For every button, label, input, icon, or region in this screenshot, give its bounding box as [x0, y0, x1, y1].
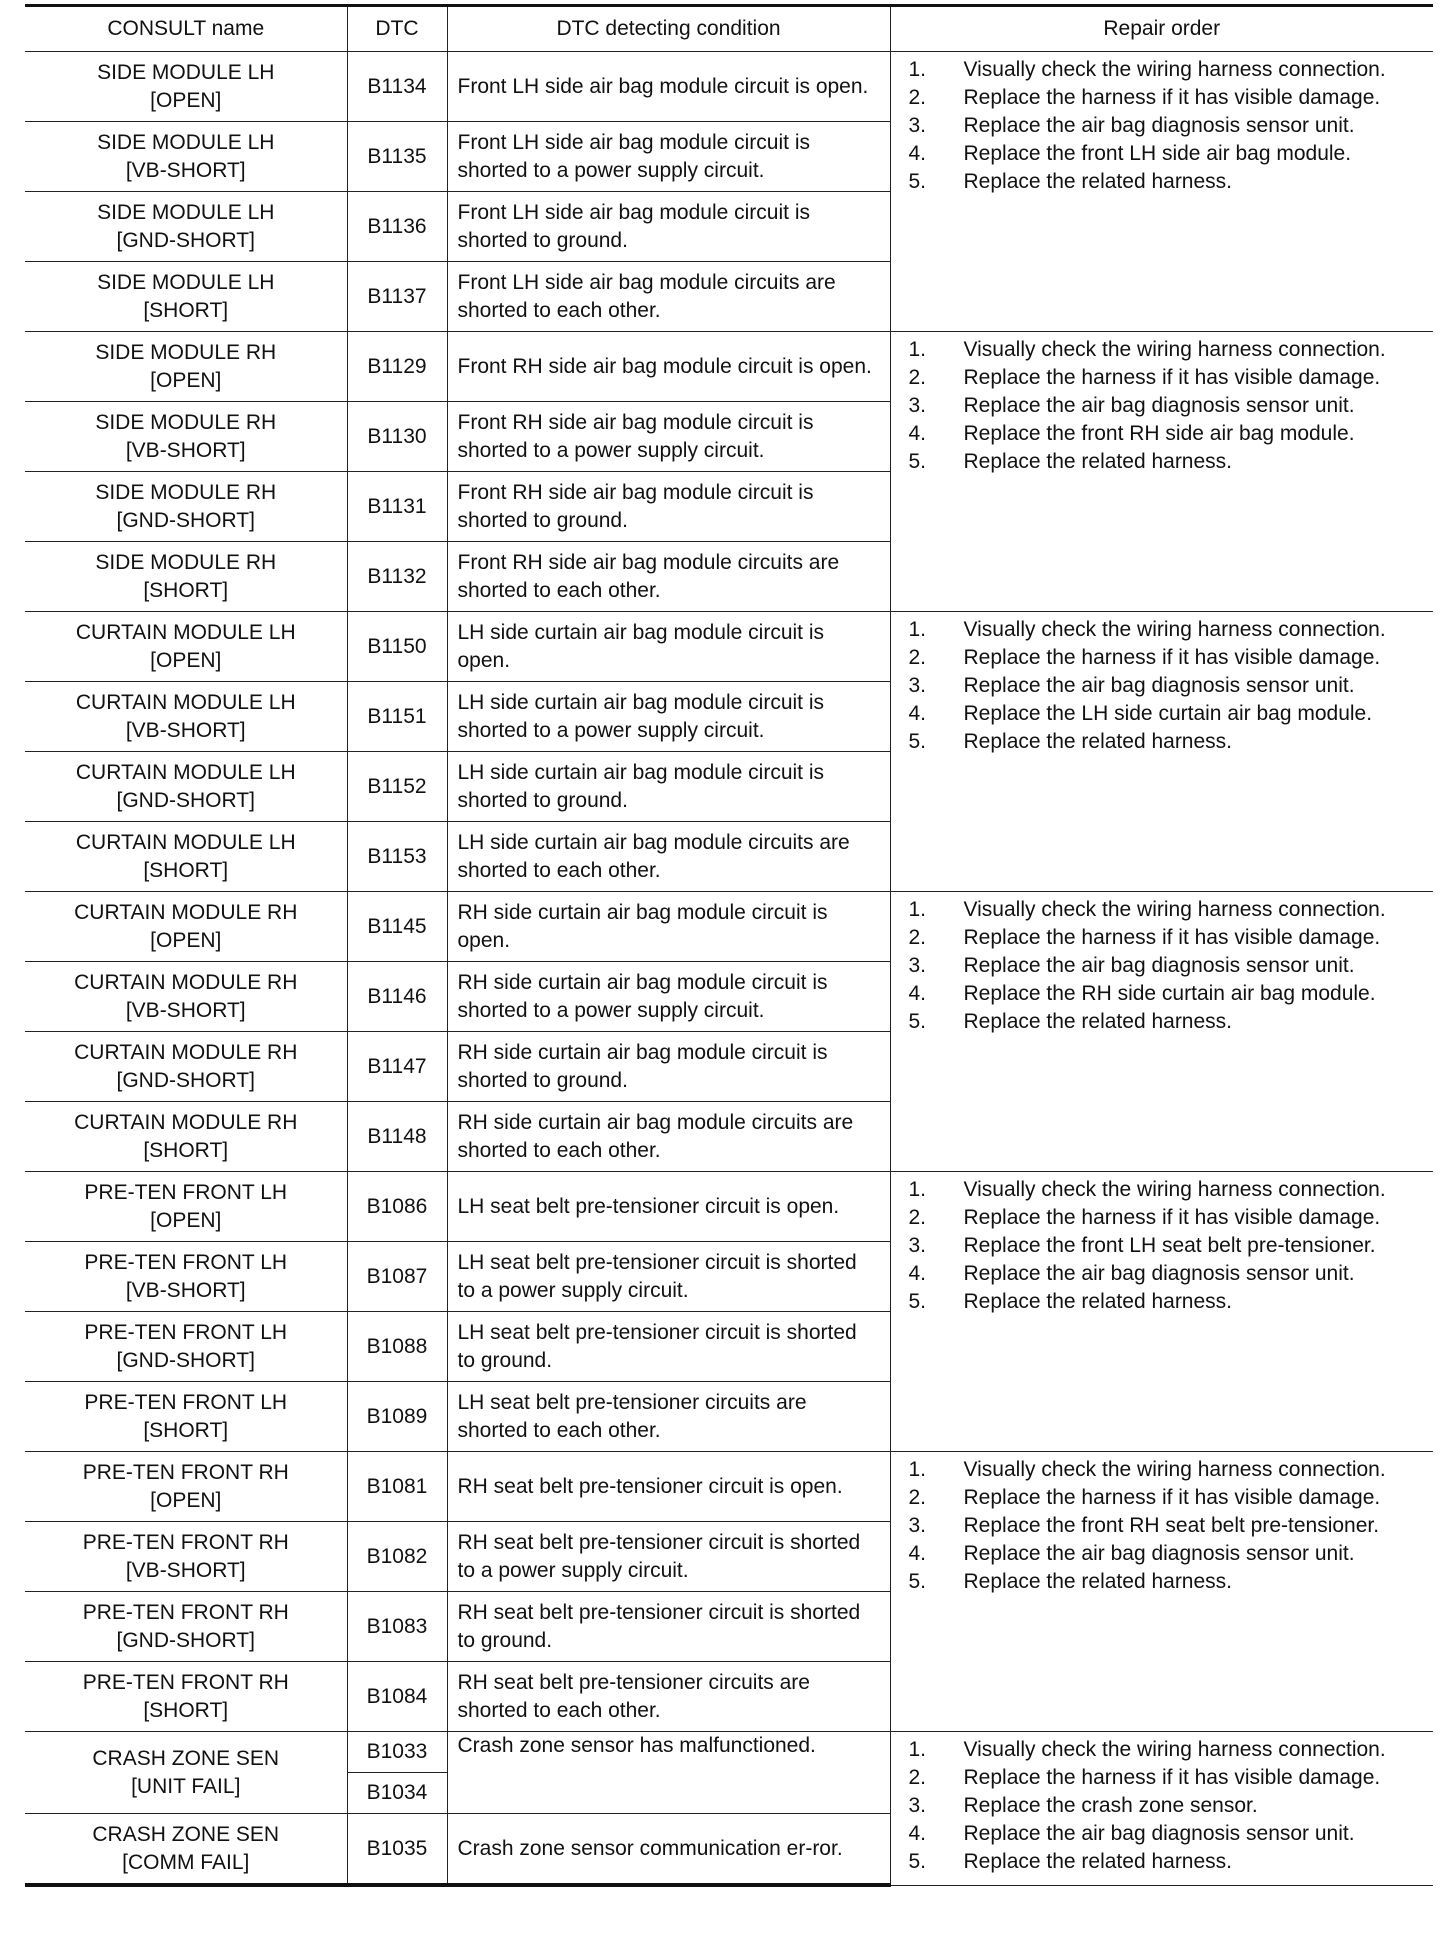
table-row [25, 1732, 1433, 1773]
consult-name-line2: [OPEN] [150, 1208, 222, 1232]
repair-step [901, 168, 1424, 196]
repair-step [901, 728, 1424, 756]
dtc-condition: Front RH side air bag module circuits are shorted to each other. [447, 542, 890, 612]
repair-steps [901, 336, 1424, 476]
repair-step-number: 5. [908, 1010, 927, 1033]
repair-step-text: Replace the air bag diagnosis sensor unit. [963, 394, 1355, 417]
repair-order-cell [890, 52, 1433, 332]
dtc-condition: LH side curtain air bag module circuit is shorted to a power supply circuit. [447, 682, 890, 752]
repair-step-text: Replace the related harness. [963, 1570, 1232, 1593]
consult-name-line1: SIDE MODULE LH [97, 270, 275, 294]
repair-step [901, 1232, 1424, 1260]
dtc-code: B1153 [347, 822, 447, 892]
consult-name-cell [25, 402, 347, 472]
repair-step-number: 1. [908, 898, 927, 921]
consult-name-line1: PRE-TEN FRONT RH [82, 1460, 289, 1484]
consult-name-line2: [VB-SHORT] [125, 1558, 246, 1582]
repair-step [901, 1260, 1424, 1288]
dtc-code: B1086 [347, 1172, 447, 1242]
repair-step [901, 1484, 1424, 1512]
dtc-condition: Front LH side air bag module circuits are shorted to each other. [447, 262, 890, 332]
dtc-condition: LH side curtain air bag module circuits are shorted to each other. [447, 822, 890, 892]
repair-step-text: Visually check the wiring harness connection. [963, 1738, 1386, 1761]
repair-step-text: Replace the harness if it has visible damage. [963, 926, 1381, 949]
consult-name-line1: SIDE MODULE LH [97, 60, 275, 84]
repair-step-number: 4. [908, 422, 927, 445]
repair-step [901, 1568, 1424, 1596]
consult-name-line2: [COMM FAIL] [122, 1850, 250, 1874]
repair-step-text: Replace the air bag diagnosis sensor unit. [963, 114, 1355, 137]
dtc-code: B1089 [347, 1382, 447, 1452]
consult-name-cell [25, 472, 347, 542]
consult-name-line2: [VB-SHORT] [125, 158, 246, 182]
consult-name-cell [25, 1662, 347, 1732]
header-repair-order: Repair order [890, 6, 1433, 52]
repair-step [901, 1204, 1424, 1232]
dtc-condition: RH side curtain air bag module circuits are shorted to each other. [447, 1102, 890, 1172]
repair-step-number: 4. [908, 982, 927, 1005]
repair-step [901, 1176, 1424, 1204]
repair-step [901, 392, 1424, 420]
dtc-condition: RH side curtain air bag module circuit is shorted to ground. [447, 1032, 890, 1102]
dtc-condition: LH seat belt pre-tensioner circuit is open. [447, 1172, 890, 1242]
repair-step [901, 616, 1424, 644]
repair-step-number: 5. [908, 1290, 927, 1313]
repair-step-number: 3. [908, 1794, 927, 1817]
dtc-condition: Front RH side air bag module circuit is open. [447, 332, 890, 402]
repair-step-number: 3. [908, 674, 927, 697]
repair-step-text: Replace the RH side curtain air bag module. [963, 982, 1376, 1005]
consult-name-cell [25, 52, 347, 122]
repair-step-text: Replace the related harness. [963, 450, 1232, 473]
consult-name-line1: CURTAIN MODULE LH [75, 830, 296, 854]
repair-step-text: Replace the front LH seat belt pre-tensioner. [963, 1234, 1376, 1257]
consult-name-cell [25, 1522, 347, 1592]
table-row [25, 612, 1433, 682]
consult-name-line1: PRE-TEN FRONT RH [82, 1600, 289, 1624]
repair-step-number: 3. [908, 1234, 927, 1257]
dtc-condition: LH seat belt pre-tensioner circuits are shorted to each other. [447, 1382, 890, 1452]
repair-step-text: Replace the related harness. [963, 730, 1232, 753]
table-row [25, 332, 1433, 402]
dtc-condition: Front LH side air bag module circuit is shorted to ground. [447, 192, 890, 262]
consult-name-cell [25, 122, 347, 192]
consult-name-cell [25, 1732, 347, 1814]
consult-name-line1: PRE-TEN FRONT LH [84, 1320, 288, 1344]
header-condition: DTC detecting condition [447, 6, 890, 52]
repair-step-text: Replace the harness if it has visible damage. [963, 86, 1381, 109]
consult-name-cell [25, 682, 347, 752]
repair-step-text: Replace the harness if it has visible damage. [963, 366, 1381, 389]
consult-name-line1: SIDE MODULE LH [97, 130, 275, 154]
repair-step-number: 5. [908, 1570, 927, 1593]
dtc-code: B1152 [347, 752, 447, 822]
consult-name-cell [25, 542, 347, 612]
consult-name-line2: [VB-SHORT] [125, 438, 246, 462]
repair-step-number: 2. [908, 646, 927, 669]
repair-step-text: Replace the air bag diagnosis sensor unit. [963, 1542, 1355, 1565]
consult-name-line1: CRASH ZONE SEN [92, 1822, 280, 1846]
consult-name-cell [25, 1814, 347, 1886]
dtc-code: B1084 [347, 1662, 447, 1732]
consult-name-cell [25, 1032, 347, 1102]
consult-name-line2: [SHORT] [143, 1698, 229, 1722]
repair-steps [901, 896, 1424, 1036]
repair-step-text: Replace the harness if it has visible damage. [963, 1486, 1381, 1509]
consult-name-line2: [SHORT] [143, 858, 229, 882]
repair-step-text: Visually check the wiring harness connection. [963, 338, 1386, 361]
dtc-code: B1034 [347, 1773, 447, 1814]
repair-step [901, 1540, 1424, 1568]
repair-step-number: 4. [908, 142, 927, 165]
consult-name-cell [25, 332, 347, 402]
consult-name-line1: PRE-TEN FRONT RH [82, 1530, 289, 1554]
repair-step-number: 4. [908, 1262, 927, 1285]
repair-step-number: 3. [908, 394, 927, 417]
consult-name-line2: [VB-SHORT] [125, 718, 246, 742]
repair-step-text: Visually check the wiring harness connection. [963, 1178, 1386, 1201]
consult-name-line1: CURTAIN MODULE LH [75, 620, 296, 644]
consult-name-cell [25, 962, 347, 1032]
dtc-condition: Crash zone sensor has malfunctioned. [447, 1732, 890, 1814]
consult-name-line2: [GND-SHORT] [116, 1068, 255, 1092]
repair-order-cell [890, 612, 1433, 892]
repair-step [901, 420, 1424, 448]
repair-steps [901, 56, 1424, 196]
consult-name-cell [25, 612, 347, 682]
dtc-condition: RH side curtain air bag module circuit is open. [447, 892, 890, 962]
consult-name-line2: [GND-SHORT] [116, 228, 255, 252]
repair-step [901, 364, 1424, 392]
repair-step [901, 672, 1424, 700]
consult-name-cell [25, 1312, 347, 1382]
dtc-code: B1132 [347, 542, 447, 612]
repair-step [901, 448, 1424, 476]
repair-step-number: 2. [908, 1206, 927, 1229]
repair-steps [901, 1456, 1424, 1596]
repair-steps [901, 1736, 1424, 1876]
repair-step [901, 896, 1424, 924]
dtc-code: B1146 [347, 962, 447, 1032]
repair-step [901, 1288, 1424, 1316]
repair-step [901, 924, 1424, 952]
dtc-condition: LH seat belt pre-tensioner circuit is shorted to ground. [447, 1312, 890, 1382]
repair-step-number: 1. [908, 338, 927, 361]
repair-step-number: 2. [908, 1766, 927, 1789]
repair-step [901, 700, 1424, 728]
repair-step-number: 4. [908, 1822, 927, 1845]
table-body [25, 52, 1433, 1886]
table-row [25, 52, 1433, 122]
table-row [25, 892, 1433, 962]
dtc-condition: Crash zone sensor communication er-ror. [447, 1814, 890, 1886]
repair-step-text: Replace the crash zone sensor. [963, 1794, 1258, 1817]
repair-step-number: 3. [908, 114, 927, 137]
dtc-code: B1081 [347, 1452, 447, 1522]
consult-name-line1: CURTAIN MODULE RH [74, 970, 298, 994]
consult-name-line2: [SHORT] [143, 578, 229, 602]
repair-step [901, 1736, 1424, 1764]
consult-name-line2: [GND-SHORT] [116, 1628, 255, 1652]
consult-name-cell [25, 822, 347, 892]
consult-name-cell [25, 262, 347, 332]
repair-steps [901, 616, 1424, 756]
dtc-condition: Front RH side air bag module circuit is shorted to ground. [447, 472, 890, 542]
repair-step-number: 3. [908, 1514, 927, 1537]
consult-name-line2: [SHORT] [143, 1418, 229, 1442]
dtc-code: B1130 [347, 402, 447, 472]
consult-name-cell [25, 1592, 347, 1662]
header-dtc: DTC [347, 6, 447, 52]
dtc-code: B1134 [347, 52, 447, 122]
dtc-code: B1135 [347, 122, 447, 192]
repair-step-number: 5. [908, 730, 927, 753]
repair-step [901, 56, 1424, 84]
dtc-condition: RH seat belt pre-tensioner circuit is open. [447, 1452, 890, 1522]
repair-step [901, 140, 1424, 168]
repair-step-text: Replace the air bag diagnosis sensor unit. [963, 674, 1355, 697]
header-row [25, 6, 1433, 52]
dtc-condition: RH seat belt pre-tensioner circuit is shorted to ground. [447, 1592, 890, 1662]
consult-name-line2: [GND-SHORT] [116, 1348, 255, 1372]
consult-name-cell [25, 1242, 347, 1312]
consult-name-line1: PRE-TEN FRONT LH [84, 1390, 288, 1414]
dtc-table [25, 4, 1433, 1887]
consult-name-line2: [VB-SHORT] [125, 1278, 246, 1302]
repair-step [901, 84, 1424, 112]
repair-step [901, 1820, 1424, 1848]
repair-step [901, 1764, 1424, 1792]
consult-name-line2: [SHORT] [143, 1138, 229, 1162]
repair-step-number: 2. [908, 366, 927, 389]
dtc-code: B1087 [347, 1242, 447, 1312]
consult-name-line2: [OPEN] [150, 368, 222, 392]
consult-name-line2: [UNIT FAIL] [131, 1774, 241, 1798]
consult-name-line2: [OPEN] [150, 648, 222, 672]
repair-step-text: Replace the related harness. [963, 170, 1232, 193]
consult-name-line1: PRE-TEN FRONT LH [84, 1180, 288, 1204]
consult-name-line2: [GND-SHORT] [116, 788, 255, 812]
repair-step [901, 1456, 1424, 1484]
repair-step [901, 112, 1424, 140]
repair-step-number: 3. [908, 954, 927, 977]
repair-step-text: Replace the air bag diagnosis sensor unit. [963, 954, 1355, 977]
repair-step-text: Replace the air bag diagnosis sensor unit. [963, 1262, 1355, 1285]
dtc-code: B1148 [347, 1102, 447, 1172]
repair-step-number: 5. [908, 450, 927, 473]
repair-step-text: Replace the related harness. [963, 1850, 1232, 1873]
dtc-condition: RH side curtain air bag module circuit is shorted to a power supply circuit. [447, 962, 890, 1032]
repair-step [901, 1008, 1424, 1036]
repair-step-number: 4. [908, 1542, 927, 1565]
dtc-condition: RH seat belt pre-tensioner circuits are shorted to each other. [447, 1662, 890, 1732]
consult-name-line1: CURTAIN MODULE RH [74, 1040, 298, 1064]
dtc-code: B1083 [347, 1592, 447, 1662]
dtc-code: B1033 [347, 1732, 447, 1773]
consult-name-line1: SIDE MODULE RH [95, 340, 277, 364]
repair-step-text: Replace the related harness. [963, 1290, 1232, 1313]
consult-name-line1: SIDE MODULE RH [95, 550, 277, 574]
repair-step-number: 5. [908, 1850, 927, 1873]
repair-step-number: 1. [908, 58, 927, 81]
dtc-code: B1150 [347, 612, 447, 682]
consult-name-cell [25, 1172, 347, 1242]
repair-step [901, 1848, 1424, 1876]
dtc-code: B1137 [347, 262, 447, 332]
repair-order-cell [890, 1732, 1433, 1886]
consult-name-line2: [SHORT] [143, 298, 229, 322]
dtc-condition: LH side curtain air bag module circuit is shorted to ground. [447, 752, 890, 822]
repair-order-cell [890, 892, 1433, 1172]
repair-step [901, 1792, 1424, 1820]
consult-name-line2: [OPEN] [150, 1488, 222, 1512]
dtc-code: B1131 [347, 472, 447, 542]
consult-name-line1: SIDE MODULE LH [97, 200, 275, 224]
repair-step-number: 1. [908, 1458, 927, 1481]
consult-name-line1: PRE-TEN FRONT LH [84, 1250, 288, 1274]
consult-name-cell [25, 192, 347, 262]
consult-name-cell [25, 1382, 347, 1452]
table-row [25, 1172, 1433, 1242]
consult-name-line1: CURTAIN MODULE RH [74, 1110, 298, 1134]
repair-step-number: 1. [908, 1738, 927, 1761]
consult-name-cell [25, 1452, 347, 1522]
consult-name-cell [25, 1102, 347, 1172]
repair-step-number: 2. [908, 1486, 927, 1509]
repair-step-text: Visually check the wiring harness connection. [963, 618, 1386, 641]
consult-name-line1: PRE-TEN FRONT RH [82, 1670, 289, 1694]
repair-order-cell [890, 332, 1433, 612]
repair-step-text: Replace the LH side curtain air bag module. [963, 702, 1373, 725]
repair-step-text: Visually check the wiring harness connection. [963, 1458, 1386, 1481]
repair-step [901, 980, 1424, 1008]
repair-step-text: Replace the harness if it has visible damage. [963, 1206, 1381, 1229]
repair-step-text: Replace the front RH seat belt pre-tensioner. [963, 1514, 1380, 1537]
repair-steps [901, 1176, 1424, 1316]
dtc-code: B1088 [347, 1312, 447, 1382]
dtc-code: B1151 [347, 682, 447, 752]
dtc-code: B1129 [347, 332, 447, 402]
dtc-code: B1082 [347, 1522, 447, 1592]
repair-step-text: Replace the harness if it has visible damage. [963, 1766, 1381, 1789]
consult-name-line1: CURTAIN MODULE LH [75, 690, 296, 714]
dtc-condition: LH seat belt pre-tensioner circuit is shorted to a power supply circuit. [447, 1242, 890, 1312]
dtc-condition: LH side curtain air bag module circuit is open. [447, 612, 890, 682]
repair-step-text: Replace the front LH side air bag module. [963, 142, 1352, 165]
dtc-code: B1136 [347, 192, 447, 262]
dtc-code: B1035 [347, 1814, 447, 1886]
repair-step-text: Replace the air bag diagnosis sensor unit. [963, 1822, 1355, 1845]
repair-step-text: Visually check the wiring harness connection. [963, 898, 1386, 921]
repair-step-text: Visually check the wiring harness connection. [963, 58, 1386, 81]
repair-step-text: Replace the related harness. [963, 1010, 1232, 1033]
dtc-condition: Front RH side air bag module circuit is shorted to a power supply circuit. [447, 402, 890, 472]
repair-step-number: 5. [908, 170, 927, 193]
dtc-code: B1145 [347, 892, 447, 962]
repair-step [901, 952, 1424, 980]
consult-name-line1: CRASH ZONE SEN [92, 1746, 280, 1770]
consult-name-line2: [VB-SHORT] [125, 998, 246, 1022]
dtc-condition: RH seat belt pre-tensioner circuit is shorted to a power supply circuit. [447, 1522, 890, 1592]
consult-name-cell [25, 752, 347, 822]
repair-step [901, 1512, 1424, 1540]
repair-step-number: 1. [908, 618, 927, 641]
repair-step [901, 336, 1424, 364]
consult-name-line1: CURTAIN MODULE LH [75, 760, 296, 784]
repair-step-number: 2. [908, 86, 927, 109]
repair-step [901, 644, 1424, 672]
consult-name-cell [25, 892, 347, 962]
repair-step-number: 4. [908, 702, 927, 725]
consult-name-line2: [GND-SHORT] [116, 508, 255, 532]
table-row [25, 1452, 1433, 1522]
dtc-code: B1147 [347, 1032, 447, 1102]
consult-name-line2: [OPEN] [150, 928, 222, 952]
repair-order-cell [890, 1172, 1433, 1452]
repair-step-number: 1. [908, 1178, 927, 1201]
consult-name-line1: SIDE MODULE RH [95, 410, 277, 434]
consult-name-line2: [OPEN] [150, 88, 222, 112]
dtc-condition: Front LH side air bag module circuit is open. [447, 52, 890, 122]
repair-step-number: 2. [908, 926, 927, 949]
repair-step-text: Replace the harness if it has visible damage. [963, 646, 1381, 669]
header-consult-name: CONSULT name [25, 6, 347, 52]
repair-order-cell [890, 1452, 1433, 1732]
consult-name-line1: SIDE MODULE RH [95, 480, 277, 504]
repair-step-text: Replace the front RH side air bag module. [963, 422, 1355, 445]
consult-name-line1: CURTAIN MODULE RH [74, 900, 298, 924]
dtc-condition: Front LH side air bag module circuit is shorted to a power supply circuit. [447, 122, 890, 192]
